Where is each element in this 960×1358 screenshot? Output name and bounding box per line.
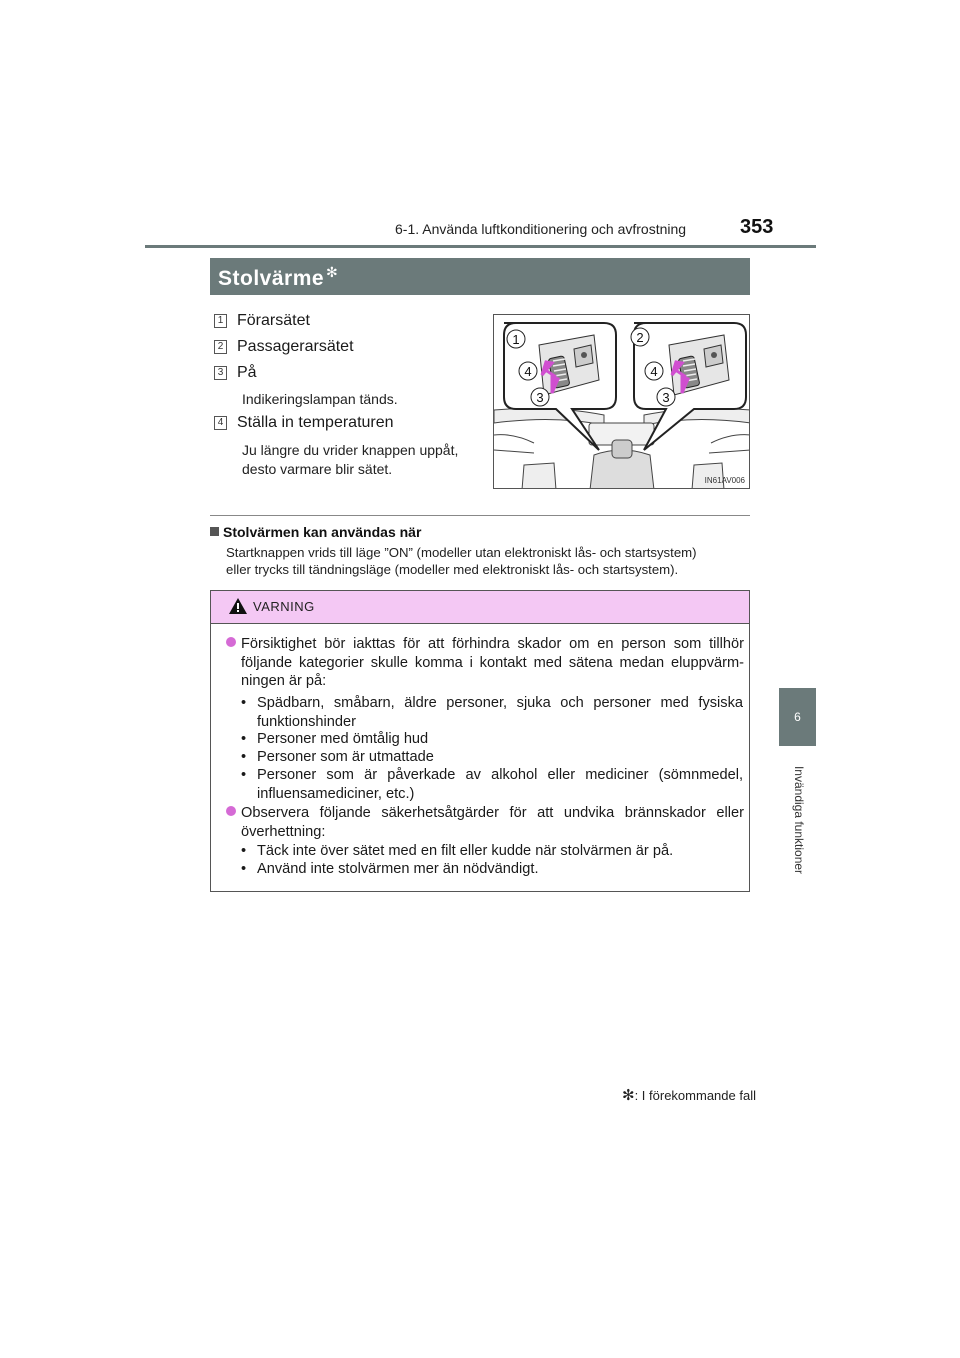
figure-code: IN61AV006 [704, 476, 745, 485]
footnote [622, 1086, 756, 1104]
chapter-label-text: Invändiga funktioner [792, 765, 806, 875]
bullet-line: Använd inte stolvärmen mer än nödvändigt. [257, 861, 539, 877]
item-label: Förarsätet [237, 312, 310, 329]
warning-box [210, 590, 750, 892]
subsection-heading [210, 524, 421, 540]
warning-title: VARNING [253, 599, 315, 614]
footnote-marker: ✻ [622, 1087, 635, 1104]
page-title-text: Stolvärme [218, 267, 325, 290]
chapter-label [789, 755, 809, 885]
bullet-line: Personer som är påverkade av alkohol eller mediciner (sömnmedel, [257, 767, 743, 783]
warning-bullet: • Personer med ömtålig hud [241, 730, 743, 749]
body-line: eller trycks till tändningsläge (modeller med elektroniskt lås- och startsystem). [226, 562, 679, 577]
item-number: 3 [214, 366, 227, 380]
warning-triangle-icon [228, 597, 248, 615]
chapter-tab[interactable] [779, 688, 816, 746]
item-number: 4 [214, 416, 227, 430]
item-label: På [237, 364, 257, 381]
callout-2: 2 [636, 330, 644, 345]
list-item-2 [214, 338, 354, 356]
item-number: 1 [214, 314, 227, 328]
note-line: Ju längre du vrider knappen uppåt, [242, 442, 459, 458]
callout-1: 1 [512, 332, 520, 347]
bullet-line: influensamediciner, etc.) [257, 785, 415, 802]
warning-paragraph-2 [226, 804, 744, 841]
paragraph-line: Observera följande säkerhetsåtgärder för att undvika brännskador eller [241, 805, 744, 821]
bullet-line: Täck inte över sätet med en filt eller kudde när stolvärmen är på. [257, 843, 674, 859]
item-label: Ställa in temperaturen [237, 414, 394, 431]
warning-bullet: • Använd inte stolvärmen mer än nödvändigt. [241, 860, 743, 879]
warning-bullet: • Personer som är påverkade av alkohol eller mediciner (sömnmedel, influensamediciner, etc.) [241, 767, 743, 802]
item-label: Passagerarsätet [237, 338, 354, 355]
callout-3-left: 3 [536, 390, 544, 405]
square-bullet-icon [210, 527, 219, 536]
body-line: Startknappen vrids till läge ”ON” (modeller utan elektroniskt lås- och startsystem) [226, 545, 697, 560]
header-rule [145, 245, 816, 248]
bullet-dot-icon [226, 806, 236, 816]
list-item-1 [214, 312, 310, 330]
warning-bullet: • Personer som är utmattade [241, 748, 743, 767]
paragraph-line: följande kategorier skulle komma i kontakt med sätena medan eluppvärm- [241, 654, 744, 671]
section-divider [210, 515, 750, 516]
list-item-3 [214, 364, 257, 382]
item-number: 2 [214, 340, 227, 354]
paragraph-line: överhettning: [241, 823, 326, 840]
paragraph-line: ningen är på: [241, 673, 327, 690]
paragraph-line: Försiktighet bör iakttas för att förhindra skador om en person som tillhör [241, 636, 744, 652]
subsection-heading-text: Stolvärmen kan användas när [223, 524, 422, 540]
page-number: 353 [740, 216, 774, 238]
warning-bullet: • Täck inte över sätet med en filt eller kudde när stolvärmen är på. [241, 842, 743, 861]
callout-3-right: 3 [662, 390, 670, 405]
seat-heater-illustration [493, 314, 750, 489]
bullet-line: funktionshinder [257, 713, 356, 730]
subsection-body [226, 544, 756, 578]
item-3-note: Indikeringslampan tänds. [242, 391, 398, 407]
illustration-svg [494, 315, 750, 489]
list-item-4 [214, 414, 394, 432]
bullet-dot-icon [226, 637, 236, 647]
item-4-note [242, 441, 458, 479]
bullet-line: Personer som är utmattade [257, 749, 434, 765]
bullet-line: Spädbarn, småbarn, äldre personer, sjuka och personer med fysiska [257, 695, 743, 711]
section-title: 6-1. Använda luftkonditionering och avfrostning [395, 221, 687, 237]
callout-4-right: 4 [650, 364, 658, 379]
footnote-text: : I förekommande fall [634, 1088, 756, 1103]
bullet-line: Personer med ömtålig hud [257, 731, 429, 747]
warning-header [211, 591, 749, 624]
title-marker: ✻ [326, 264, 339, 280]
page-title [210, 258, 750, 295]
warning-paragraph-1 [226, 635, 744, 691]
chapter-number: 6 [794, 710, 801, 724]
note-line: desto varmare blir sätet. [242, 461, 393, 477]
callout-4-left: 4 [524, 364, 532, 379]
warning-bullet: • Spädbarn, småbarn, äldre personer, sjuka och personer med fysiska funktionshinder [241, 695, 743, 730]
